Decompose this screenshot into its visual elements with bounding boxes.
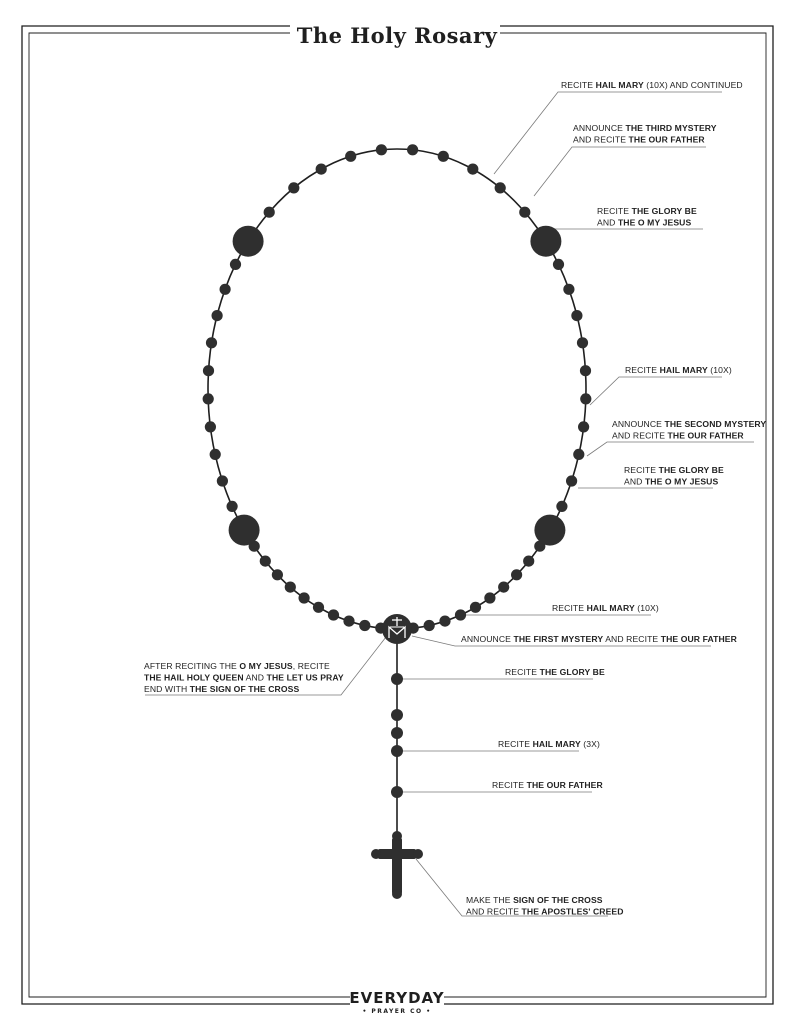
annotation-text: ANNOUNCE [461,634,514,644]
hail-mary-bead [391,709,403,721]
annotation-text: RECITE [561,80,596,90]
hail-mary-bead [580,365,591,376]
annotation-emphasis: THE OUR FATHER [628,134,705,145]
annotation-hail-mary-continue [561,80,743,90]
annotation-glory-be-3 [597,206,697,228]
hail-mary-bead [407,144,418,155]
annotation-third-mystery [573,123,717,145]
annotation-emphasis: HAIL MARY [659,365,708,375]
annotation-text: AND RECITE [466,906,522,917]
annotation-emphasis: THE FIRST MYSTERY [513,634,604,644]
annotation-text: AND RECITE [612,430,668,441]
our-father-bead-4 [530,226,561,257]
hail-mary-bead [299,592,310,603]
hail-mary-bead [285,582,296,593]
hail-mary-bead [511,569,522,580]
our-father-bead-5 [534,515,565,546]
hail-mary-bead [313,602,324,613]
annotation-text: RECITE [498,739,533,749]
page-title: The Holy Rosary [296,23,498,48]
brand-tagline: • PRAYER CO • [362,1008,432,1015]
hail-mary-bead [439,616,450,627]
centerpiece-medal [382,614,412,644]
annotation-text: AND [243,672,267,683]
hail-mary-bead [210,449,221,460]
annotation-emphasis: THE SIGN OF THE CROSS [189,684,300,694]
annotation-hail-mary-3x [498,739,600,749]
annotation-text: MAKE THE [466,895,514,905]
annotation-emphasis: THE GLORY BE [631,206,697,216]
hail-mary-bead [217,475,228,486]
annotation-emphasis: HAIL MARY [532,739,581,749]
annotation-text: ANNOUNCE [612,419,665,429]
annotation-text: AND [597,217,618,228]
hail-mary-bead [438,151,449,162]
hail-mary-bead [495,182,506,193]
annotation-emphasis: THE OUR FATHER [526,780,603,790]
our-father-bead [391,786,403,798]
annotation-text: RECITE [597,206,632,216]
annotation-first-mystery [461,634,738,644]
annotation-emphasis: SIGN OF THE CROSS [513,895,603,905]
hail-mary-bead [571,310,582,321]
hail-mary-bead [288,182,299,193]
annotation-sign-of-cross [466,895,624,917]
annotation-text: AFTER RECITING THE [144,661,240,671]
annotation-text: (10X) [634,603,659,613]
annotation-hail-mary-2 [625,365,732,375]
annotation-text: RECITE [552,603,587,613]
hail-mary-bead [260,556,271,567]
annotation-emphasis: HAIL MARY [595,80,644,90]
hail-mary-bead [316,164,327,175]
our-father-bead [391,673,403,685]
annotation-text: RECITE [505,667,540,677]
annotation-text: (10X) AND CONTINUED [643,80,743,90]
annotation-emphasis: THE O MY JESUS [644,476,719,487]
annotation-second-mystery [612,419,766,441]
annotation-text: , RECITE [292,661,330,671]
cross-icon [371,831,423,899]
hail-mary-bead [345,151,356,162]
annotation-emphasis: THE APOSTLES' CREED [521,906,624,917]
annotation-emphasis: THE GLORY BE [658,465,724,475]
annotation-text: ANNOUNCE [573,123,626,133]
hail-mary-bead [573,449,584,460]
hail-mary-bead [391,745,403,757]
annotations [144,80,766,917]
annotation-text: RECITE [624,465,659,475]
annotation-emphasis: THE GLORY BE [539,667,605,677]
annotation-text: RECITE [492,780,527,790]
annotation-emphasis: O MY JESUS [239,661,293,671]
hail-mary-bead [343,616,354,627]
hail-mary-bead [359,620,370,631]
hail-mary-bead [203,365,214,376]
hail-mary-bead [212,310,223,321]
annotation-closing-prayers [144,661,344,694]
annotation-emphasis: THE OUR FATHER [667,430,744,441]
annotation-text: (10X) [707,365,732,375]
hail-mary-bead [272,569,283,580]
hail-mary-bead [484,592,495,603]
annotation-text: (3X) [580,739,600,749]
hail-mary-bead [556,501,567,512]
annotation-emphasis: THE SECOND MYSTERY [664,419,767,429]
hail-mary-bead [580,393,591,404]
annotation-our-father [492,780,603,790]
hail-mary-bead [467,164,478,175]
hail-mary-bead [566,475,577,486]
annotation-text: AND RECITE [603,634,661,644]
annotation-glory-be-1 [505,667,605,677]
hail-mary-bead [470,602,481,613]
hail-mary-bead [563,284,574,295]
annotation-hail-mary-1 [552,603,659,613]
annotation-emphasis: HAIL MARY [586,603,635,613]
hail-mary-bead [203,393,214,404]
hail-mary-bead [205,421,216,432]
annotation-emphasis: THE OUR FATHER [660,634,737,644]
annotation-emphasis: THE O MY JESUS [617,217,692,228]
hail-mary-bead [227,501,238,512]
hail-mary-bead [455,609,466,620]
annotation-emphasis: THE HAIL HOLY QUEEN [144,672,244,683]
annotation-emphasis: THE THIRD MYSTERY [625,123,717,133]
our-father-bead-2 [229,515,260,546]
hail-mary-bead [206,337,217,348]
rosary-beads [203,144,592,634]
brand-logo: EVERYDAY [349,989,445,1007]
hail-mary-bead [328,609,339,620]
hail-mary-bead [578,421,589,432]
annotation-text: AND [624,476,645,487]
hail-mary-bead [230,259,241,270]
hail-mary-bead [577,337,588,348]
hail-mary-bead [498,582,509,593]
annotation-emphasis: THE LET US PRAY [266,672,344,683]
annotation-text: END WITH [144,684,190,694]
hail-mary-bead [424,620,435,631]
annotation-glory-be-2 [624,465,724,487]
our-father-bead-3 [233,226,264,257]
hail-mary-bead [519,207,530,218]
hail-mary-bead [523,556,534,567]
annotation-text: AND RECITE [573,134,629,145]
hail-mary-bead [376,144,387,155]
annotation-text: RECITE [625,365,660,375]
hail-mary-bead [264,207,275,218]
hail-mary-bead [553,259,564,270]
hail-mary-bead [220,284,231,295]
hail-mary-bead [391,727,403,739]
